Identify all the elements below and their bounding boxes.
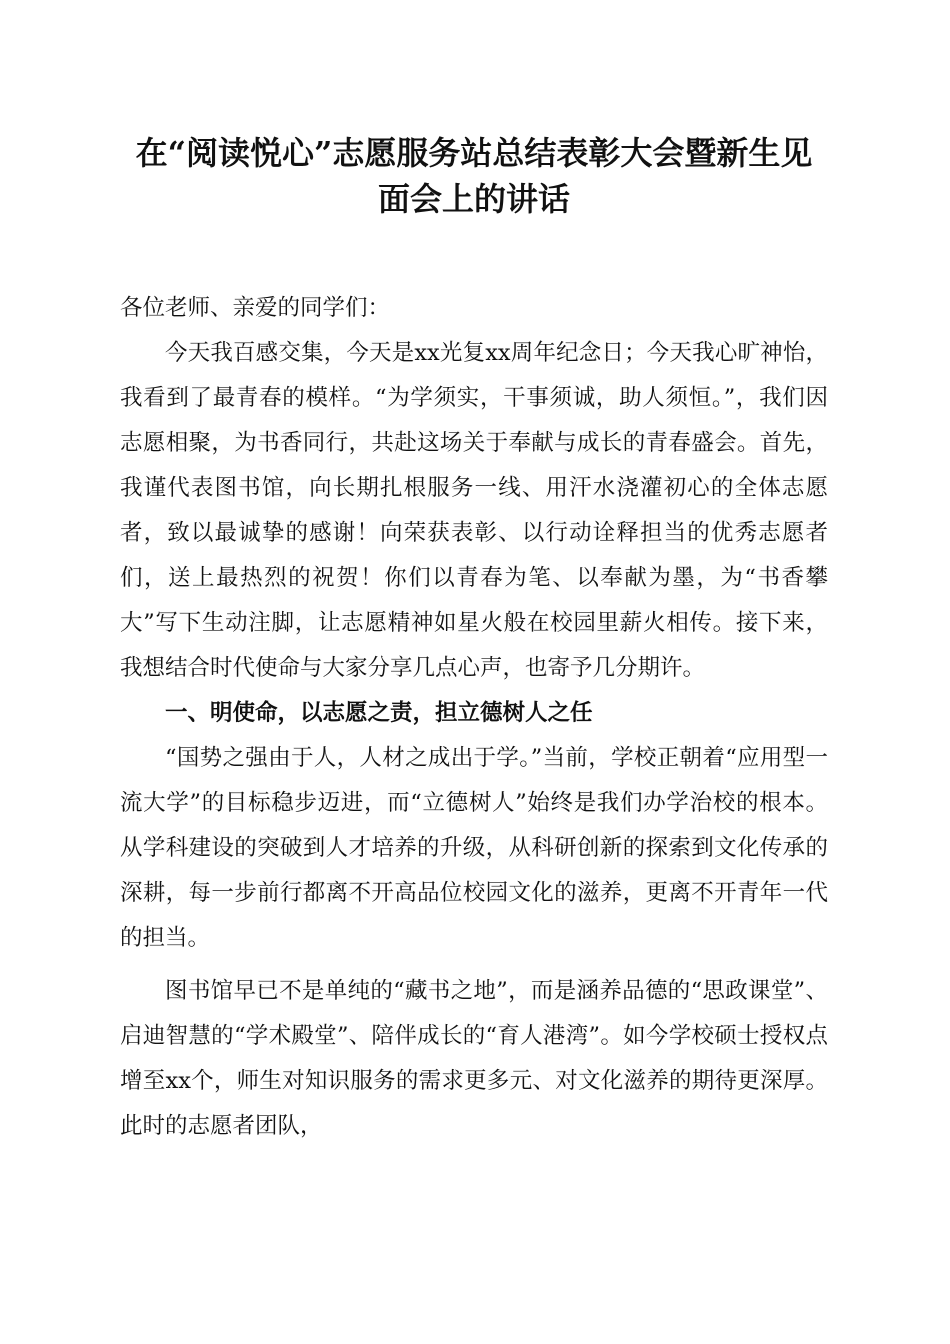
- section-paragraph-2: 图书馆早已不是单纯的“藏书之地”，而是涵养品德的“思政课堂”、启迪智慧的“学术殿堂”、陪伴成长的“育人港湾”。如今学校硕士授权点增至xx个，师生对知识服务的需求更多元、对文化滋养的期待更深厚。此时的志愿者团队，: [120, 978, 828, 1139]
- document-body: [120, 286, 828, 1149]
- document-title: 在“阅读悦心”志愿服务站总结表彰大会暨新生见面会上的讲话: [135, 134, 813, 218]
- section-paragraph-1: “国势之强由于人，人材之成出于学。”当前，学校正朝着“应用型一流大学”的目标稳步迈进，而“立德树人”始终是我们办学治校的根本。从学科建设的突破到人才培养的升级，从科研创新的探索到文化传承的深耕，每一步前行都离不开高品位校园文化的滋养，更离不开青年一代的担当。: [120, 745, 828, 951]
- salutation: 各位老师、亲爱的同学们：: [120, 295, 391, 321]
- section-heading: 一、明使命，以志愿之责，担立德树人之任: [165, 700, 593, 726]
- intro-paragraph: 今天我百感交集，今天是xx光复xx周年纪念日；今天我心旷神怡，我看到了最青春的模样。“为学须实，干事须诚，助人须恒。”，我们因志愿相聚，为书香同行，共赴这场关于奉献与成长的青春盛会。首先，我谨代表图书馆，向长期扎根服务一线、用汗水浇灌初心的全体志愿者，致以最诚挚的感谢！向荣获表彰、以行动诠释担当的优秀志愿者们，送上最热烈的祝贺！你们以青春为笔、以奉献为墨，为“书香攀大”写下生动注脚，让志愿精神如星火般在校园里薪火相传。接下来，我想结合时代使命与大家分享几点心声，也寄予几分期许。: [120, 340, 828, 681]
- document-page: [120, 0, 828, 1149]
